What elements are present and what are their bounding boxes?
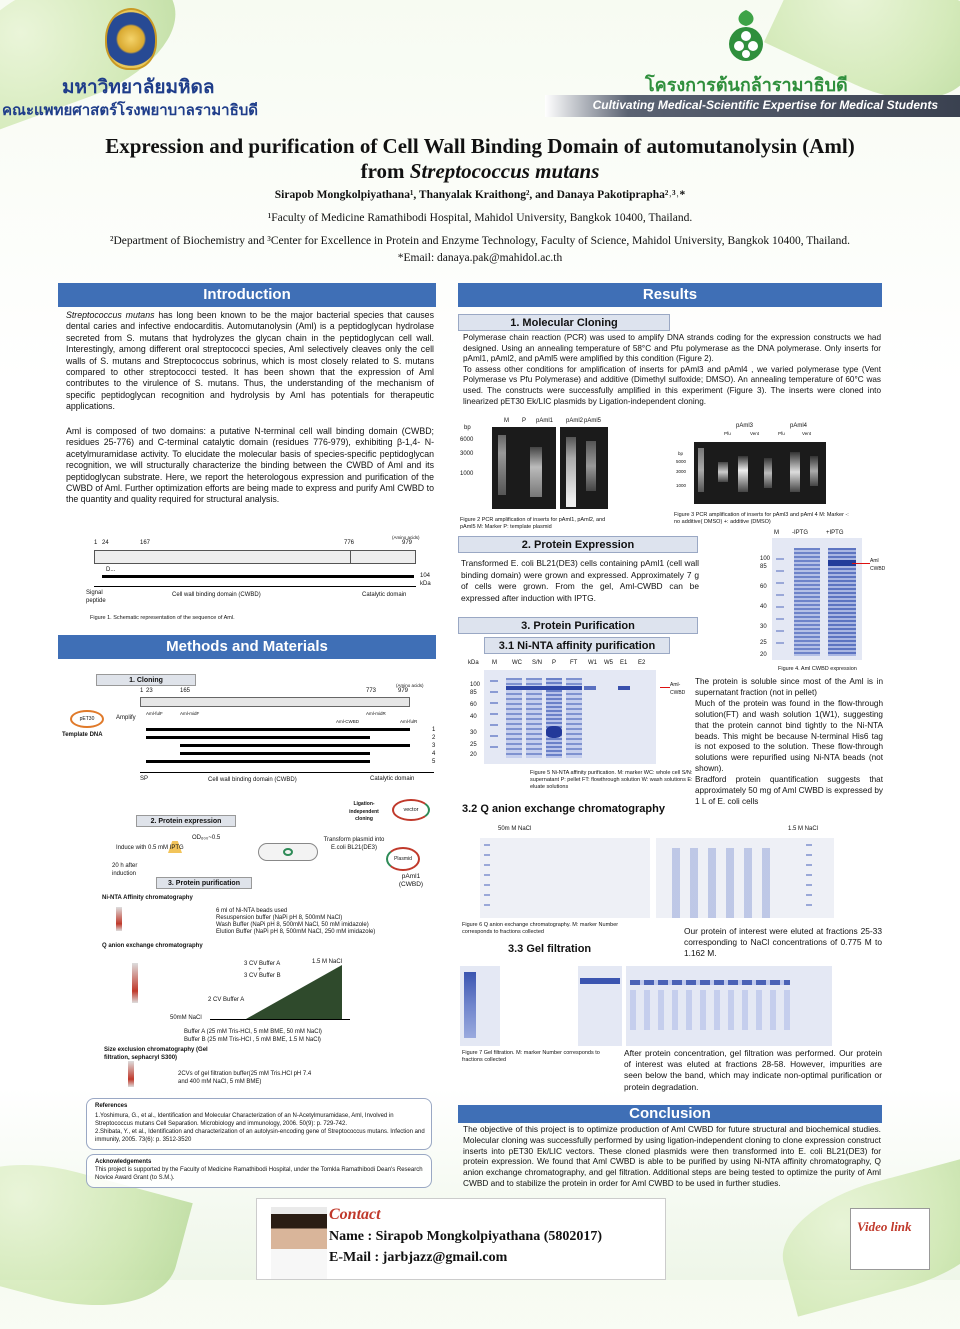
- fig4-kda-100: 100: [760, 556, 771, 562]
- purification-step-label: 3. Protein purification: [156, 877, 252, 889]
- template-dna-label: Template DNA: [62, 732, 103, 738]
- nta-results-text: The protein is soluble since most of the Aml is in supernatant fraction (not in pellet) Much of the protein was found in the flow-through solution(FT) and wash solution 1(W1), suggesting that the protein cannot bind tightly to the Ni-NTA beads. This might be because N-terminal His6 tag is not exposed to the solution. These flow-through solutions were repurified using Ni-NTA beads (not shown). Bradford protein quantification suggests that approximately 50 mg of Aml CWBD is expressed by 1 L of E. coli cells: [695, 677, 883, 806]
- construct-num-1: 1: [432, 727, 436, 733]
- nacl-15-label: 1.5 M NaCl: [312, 959, 343, 965]
- fig2-6000: 6000: [460, 437, 474, 443]
- fig3-bp: bp: [678, 451, 684, 456]
- domain-axis-line: [140, 772, 434, 773]
- construct-line-1: [146, 728, 410, 731]
- methods-cloning-diagram: [60, 670, 440, 790]
- fig5-lane-e2: E2: [638, 660, 646, 666]
- fig5-lane-ft: FT: [570, 660, 578, 666]
- fig4-arrow-line: [852, 563, 870, 564]
- cloning-gene-bar: [140, 697, 410, 707]
- fig5-kda-20: 20: [470, 752, 477, 758]
- fig2-gel-right: [560, 427, 608, 509]
- fig1-domain-divider: [350, 550, 351, 564]
- figure-1-schematic: [86, 536, 436, 626]
- fig1-d-label: D...: [106, 567, 116, 573]
- fig4-kda-30: 30: [760, 624, 767, 630]
- cloning-catalytic-label: Catalytic domain: [370, 776, 415, 782]
- plus-label: +: [258, 967, 262, 973]
- fig4-kda-85: 85: [760, 564, 767, 570]
- construct-num-2: 2: [432, 735, 436, 741]
- fig7-caption: Figure 7 Gel filtration. M: marker Number corresponds to fractions collected: [462, 1050, 600, 1063]
- project-name-th: โครงการต้นกล้ารามาธิบดี: [645, 75, 848, 95]
- poster-header: [0, 0, 960, 130]
- gel-filtration-title: 3.3 Gel filtration: [508, 943, 592, 955]
- primer-aml-midf: Aml-midF: [180, 711, 200, 716]
- molecular-cloning-text: Polymerase chain reaction (PCR) was used to amplify DNA strands coding for the expression constructs we had designed. Using an annealing temperature of 58°C and Pfu polymerase as the DNA polymerase. Only inserts for pAml1, pAml2, and pAml5 were amplified by this condition (Figure 2). To assess other conditions for amplification of inserts for pAml3 and pAml4 , we varied polymerase type (Vent Polymerase vs Pfu Polymerase) and additive (Dimethyl sulfoxide; DMSO). An annealing temperature of 60°C was used. The constructs were successfully amplified in this experiment (Figure 3). The inserts were cloned into linearized pET30 Ek/LIC plasmids by Ligation-independent cloning.: [463, 333, 881, 406]
- primer-aml-cwbd: Aml-CWBD: [336, 719, 359, 724]
- fig5-kda-30: 30: [470, 730, 477, 736]
- primer-aml-fulf: Aml-fulF: [146, 711, 163, 716]
- nta-column-icon: [116, 907, 122, 931]
- nta-buffer-2: Wash Buffer (NaPi pH 8, 500mM NaCl, 50 mM imidazole): [216, 922, 369, 928]
- protein-purification-title: 3. Protein Purification: [458, 617, 698, 634]
- fig4-lane-minus-iptg: -IPTG: [792, 530, 808, 536]
- fig2-lane-paml5: pAml5: [584, 418, 602, 424]
- fig3-pfu-2: Pfu: [778, 431, 785, 436]
- protein-expression-text: Transformed E. coli BL21(DE3) cells containing pAml1 (cell wall binding domain) were grown and expressed. Approximately 7 g of cells were grown. From the gel, Aml-CWBD can be expressed after induction with IPTG.: [461, 558, 699, 603]
- fig5-caption: Figure 5 Ni-NTA affinity purification. M: marker WC: whole cell S/N: supernatant P: pellet FT: flowthrough solution W: wash solutions E: eluate solutions: [530, 770, 693, 790]
- fig4-kda-40: 40: [760, 604, 767, 610]
- gel-filtration-text: After protein concentration, gel filtration was performed. Our protein of interest was eluted at fractions 28-58. However, impurities are seen below the band, which may indicate non-optimal purification or protein degradation.: [624, 1048, 882, 1092]
- construct-line-3: [180, 744, 410, 747]
- acknowledgements-box: [86, 1154, 432, 1188]
- fig1-tick-979: 979: [402, 540, 413, 546]
- references-box: [86, 1098, 432, 1150]
- qanion-label: Q anion exchange chromatography: [102, 943, 203, 949]
- cell-capsule-icon: [258, 843, 318, 861]
- fig5-lane-wc: WC: [512, 660, 522, 666]
- fig4-gel: [772, 538, 862, 660]
- fig6-gel-left: [480, 838, 650, 918]
- fig3-5000: 5000: [676, 459, 687, 464]
- fig1-catalytic-label: Catalytic domain: [362, 592, 407, 598]
- intro-paragraph-2: Aml is composed of two domains: a putative N-terminal cell wall binding domain (CWBD; residues 25-776) and C-terminal catalytic domain (residues 776-979), exhibiting β-1,4- N-acetylmuramidase activity. To elucidate the molecular basis of species-specific peptidoglycan recognition, we will structurally characterize the binding between the CWBD of Aml and its peptidoglycan substrate. Here, we report the heterologous expression and purification of the CWBD of Aml. Further optimization efforts are being made to express and purify Aml CWBD to the quantity and quality required for structural analysis.: [66, 426, 434, 505]
- contact-title: Contact: [329, 1206, 381, 1223]
- fig1-caption: Figure 1. Schematic representation of the sequence of Aml.: [90, 615, 235, 621]
- fig7-gel-right: [626, 966, 832, 1046]
- sec-buffer-label: 2CVs of gel filtration buffer(25 mM Tris.HCl pH 7.4 and 400 mM NaCl, 5 mM BME): [178, 1071, 312, 1085]
- fig3-vent-2: Vent: [802, 431, 812, 436]
- fig1-cwbd-label: Cell wall binding domain (CWBD): [172, 592, 261, 598]
- fig5-lane-m: M: [492, 660, 497, 666]
- qanion-column-icon: [132, 963, 138, 1003]
- fig3-paml4: pAml4: [790, 423, 808, 429]
- reference-2: 2.Shibata, Y., et al., Identification and characterization of an autolysin-encoding gene of Streptococcus mutans. Infection and immunity, 2005. 73(6): p. 3512-3520: [95, 1129, 425, 1143]
- qanion-results-text: Our protein of interest were eluted at fractions 25-33 corresponding to NaCl concentrations of 0.775 M to 1.162 M.: [684, 926, 882, 958]
- tagline-text: Cultivating Medical-Scientific Expertise for Medical Students: [592, 98, 938, 112]
- fig6-50mm-label: 50m M NaCl: [498, 826, 532, 832]
- fig3-pfu-1: Pfu: [724, 431, 731, 436]
- cv2a-label: 2 CV Buffer A: [208, 997, 245, 1003]
- fig4-lane-m: M: [774, 530, 779, 536]
- fig5-gel: [484, 670, 656, 764]
- methods-flow-diagram: [60, 795, 440, 1095]
- construct-line-5: [146, 760, 370, 763]
- fig2-caption: Figure 2 PCR amplification of inserts for pAml1, pAml2, and pAml5 M: Marker P: template plasmid: [460, 517, 606, 530]
- fig4-caption: Figure 4. Aml CWBD expression: [778, 666, 857, 672]
- construct-line-2: [146, 736, 370, 739]
- cloning-tick-23: 23: [146, 688, 153, 694]
- figure-5-nta-gel: [462, 658, 694, 790]
- title-line-1: Expression and purification of Cell Wall Binding Domain of automutanolysin (Aml): [105, 134, 855, 158]
- construct-num-3: 3: [432, 743, 436, 749]
- nta-label: Ni-NTA Affinity chromatography: [102, 895, 193, 901]
- cloning-tick-1: 1: [140, 688, 144, 694]
- figure-2-pcr-gel: [460, 415, 630, 533]
- fig5-arrow-label: Aml-CWBD: [670, 682, 686, 696]
- construct-num-5: 5: [432, 759, 436, 765]
- fig1-tick-24: 24: [102, 540, 109, 546]
- methods-title: Methods and Materials: [58, 635, 436, 659]
- fig5-lane-w5: W5: [604, 660, 613, 666]
- references-title: References: [95, 1103, 128, 1109]
- university-name-th: มหาวิทยาลัยมหิดล: [62, 77, 215, 98]
- email: *Email: danaya.pak@mahidol.ac.th: [397, 252, 563, 264]
- intro-paragraph-1: Streptococcus mutans has long been known to be the major bacterial species that causes dental caries and infective endocarditis. Automutanolysin (Aml) is a peptidoglycan hydrolase secreted from S. mutans that hydrolyzes the glycan chain in the peptidoglycan cell wall. Interestingly, among different oral streptococci species, Aml selectively cleaves only the cell walls of S. mutans and Streptococcus sobrinus, which is most closely related to S. mutans compared to other streptococci tested. It has been shown that the expression of Aml contributes to the virulence of S. mutans. Thus, the understanding of the mechanism of specific peptidoglycan recognition and hydrolysis by Aml has potentials for therapeutic applications.: [66, 310, 434, 412]
- gradient-baseline: [210, 1019, 350, 1020]
- fig5-kda: kDa: [468, 660, 479, 666]
- fig2-3000: 3000: [460, 451, 474, 457]
- fig1-amino-label: (Amino acids): [392, 535, 420, 540]
- cv3b-label: 3 CV Buffer B: [244, 973, 281, 979]
- fig1-tick-776: 776: [344, 540, 355, 546]
- cloning-cwbd-label: Cell wall binding domain (CWBD): [208, 777, 297, 783]
- fig1-tick-1: 1: [94, 540, 98, 546]
- fig2-lane-m: M: [504, 418, 509, 424]
- contact-name: Name : Sirapob Mongkolpiyathana (5802017): [329, 1229, 603, 1244]
- vector-label: vector: [403, 807, 419, 813]
- affiliation-2: ²Department of Biochemistry and ³Center for Excellence in Protein and Enzyme Technology, Faculty of Science, Mahidol University, Bangkok 10400, Thailand.: [110, 235, 850, 247]
- results-title: Results: [458, 283, 882, 307]
- fig5-lane-e1: E1: [620, 660, 628, 666]
- title-species: Streptococcus mutans: [409, 159, 600, 183]
- tonkla-logo: [722, 6, 770, 66]
- poster-title: [0, 134, 960, 184]
- nta-buffer-1: Resuspension buffer (NaPi pH 8, 500mM NaCl): [216, 915, 343, 921]
- cv3a-label: 3 CV Buffer A: [244, 961, 281, 967]
- cloning-amino-label: (Amino acids): [396, 683, 424, 688]
- fig1-construct-line: [102, 575, 414, 578]
- fig5-kda-60: 60: [470, 702, 477, 708]
- figure-7-gel-filtration: [460, 960, 870, 1048]
- cloning-tick-979: 979: [398, 688, 409, 694]
- sec-label: Size exclusion chromatography (Gel filtration, sephacryl S300): [104, 1047, 208, 1061]
- fig4-lane-plus-iptg: +IPTG: [826, 530, 844, 536]
- tagline-banner: [545, 95, 960, 117]
- video-link-label[interactable]: Video link: [857, 1219, 912, 1234]
- acknowledgements-title: Acknowledgements: [95, 1159, 152, 1165]
- fig1-tick-167: 167: [140, 540, 151, 546]
- nta-buffer-0: 6 ml of Ni-NTA beads used: [216, 908, 288, 914]
- construct-num-4: 4: [432, 751, 436, 757]
- nta-buffer-3: Elution Buffer (NaPi pH 8, 500mM NaCl, 250 mM imidazole): [216, 929, 376, 935]
- fig2-bp: bp: [464, 425, 471, 431]
- authors: Sirapob Mongkolpiyathana¹, Thanyalak Kraithong², and Danaya Pakotiprapha²˒³˒*: [274, 189, 686, 201]
- acknowledgements-text: This project is supported by the Faculty of Medicine Ramathibodi Hospital, under the Tomkla Ramathibodi Dean's Research Novice Award Grant (to S.M.).: [95, 1167, 423, 1181]
- fig3-1000: 1000: [676, 483, 687, 488]
- fig3-vent-1: Vent: [750, 431, 760, 436]
- primer-aml-fulr: Aml-fulR: [400, 719, 418, 724]
- figure-6-qanion-gel: [460, 822, 860, 922]
- intro-title: Introduction: [58, 283, 436, 307]
- expression-step-label: 2. Protein expression: [136, 815, 236, 827]
- fig5-kda-40: 40: [470, 714, 477, 720]
- fig2-lane-paml2: pAml2: [566, 418, 584, 424]
- cloning-tick-773: 773: [366, 688, 377, 694]
- qanion-title: 3.2 Q anion exchange chromatography: [462, 803, 665, 815]
- amplify-label: Amplify: [116, 715, 136, 721]
- fig2-lane-paml1: pAml1: [536, 418, 554, 424]
- nacl-50-label: 50mM NaCl: [170, 1015, 202, 1021]
- title-line-2: from Streptococcus mutans: [360, 159, 600, 183]
- fig5-kda-85: 85: [470, 690, 477, 696]
- cloning-tick-165: 165: [180, 688, 191, 694]
- fig4-kda-20: 20: [760, 652, 767, 658]
- molecular-cloning-title: 1. Molecular Cloning: [458, 314, 670, 331]
- fig2-gel-left: [492, 427, 556, 509]
- fig6-gel-right: [656, 838, 834, 918]
- mahidol-seal-logo: [105, 8, 157, 70]
- fig2-1000: 1000: [460, 471, 474, 477]
- fig1-signal-label: Signal peptide: [86, 590, 106, 604]
- figure-3-pcr-gel: [674, 420, 854, 530]
- fig1-domain-line: [94, 586, 416, 587]
- fig3-caption: Figure 3 PCR amplification of inserts for pAml3 and pAml 4 M: Marker -: no additive( DMSO) +: additive (DMSO): [674, 512, 849, 525]
- figure-4-expression-gel: [760, 528, 910, 676]
- pet30-label: pET30: [79, 716, 95, 722]
- sec-column-icon: [128, 1061, 134, 1087]
- contact-email: E-Mail : jarbjazz@gmail.com: [329, 1250, 508, 1265]
- buffer-a-label: Buffer A (25 mM Tris-HCl, 5 mM BME, 50 mM NaCl): [184, 1029, 322, 1035]
- fig5-kda-25: 25: [470, 742, 477, 748]
- primer-aml-midr: Aml-midR: [366, 711, 386, 716]
- fig1-size-label: 104 kDa: [420, 573, 431, 587]
- paml1-label: pAml1 (CWBD): [398, 873, 424, 888]
- fig7-gel-mid: [578, 966, 622, 1046]
- fig5-lane-w1: W1: [588, 660, 597, 666]
- fig5-kda-100: 100: [470, 682, 481, 688]
- conclusion-text: The objective of this project is to optimize production of Aml CWBD for future structural and biochemical studies. Molecular cloning was successfully performed by using ligation-independent cloning to clone expression construct inserts into pET30 Ek/LIC vectors. These cloned plasmids were then transformed into E. coli BL21(DE3) for protein expression. We found that Aml CWBD is able to be purified by using Ni-NTA affinity chromatography, Q anion exchange chromatography, and gel filtration. Additional steps are being tested to optimize the purity of Aml CWBD and to stabilize the protein in order for Aml CWBD to be used in further studies.: [463, 1124, 881, 1188]
- fig5-lane-sn: S/N: [532, 660, 543, 666]
- twenty-hour-label: 20 h after induction: [112, 863, 138, 877]
- author-photo: [271, 1207, 327, 1279]
- affiliation-1: ¹Faculty of Medicine Ramathibodi Hospital, Mahidol University, Bangkok 10400, Thailand.: [267, 212, 693, 224]
- transform-label: Transform plasmid into E.coli BL21(DE3): [323, 837, 385, 851]
- construct-line-4: [180, 752, 370, 755]
- protein-expression-title: 2. Protein Expression: [458, 536, 698, 553]
- fig7-gel-left: [460, 966, 500, 1046]
- induce-label: Induce with 0.5 mM IPTG: [116, 845, 184, 851]
- fig3-paml3: pAml3: [736, 423, 754, 429]
- fig6-15m-label: 1.5 M NaCl: [788, 826, 819, 832]
- fig3-3000: 3000: [676, 469, 687, 474]
- ligation-label: Ligation-independent cloning: [349, 801, 379, 822]
- nta-purification-title: 3.1 Ni-NTA affinity purification: [484, 637, 670, 654]
- fig2-lane-p: P: [522, 418, 527, 424]
- video-link-box[interactable]: [850, 1208, 930, 1270]
- fig3-gel: [694, 442, 826, 504]
- fig4-kda-25: 25: [760, 640, 767, 646]
- fig5-lane-p: P: [552, 660, 557, 666]
- contact-box: [256, 1198, 666, 1280]
- fig4-kda-60: 60: [760, 584, 767, 590]
- plasmid-icon: [386, 847, 420, 871]
- plasmid-label: Plasmid: [394, 856, 412, 862]
- cloning-step-label: 1. Cloning: [96, 674, 196, 686]
- od-label: OD₆₀₀~0.5: [192, 835, 221, 841]
- fig5-arrow-line: [660, 687, 670, 688]
- pet30-plasmid-icon: [70, 710, 104, 728]
- buffer-b-label: Buffer B (25 mM Tris-HCl , 5 mM BME, 1.5 M NaCl): [184, 1037, 321, 1043]
- fig4-aml-cwbd-label: Aml CWBD: [870, 558, 886, 572]
- faculty-name-th: คณะแพทยศาสตร์โรงพยาบาลรามาธิบดี: [2, 102, 259, 119]
- fig1-protein-bar: [94, 550, 416, 564]
- conclusion-title: Conclusion: [458, 1105, 882, 1123]
- fig6-caption: Figure 6 Q anion exchange chromatography. M: marker Number corresponds to fractions collected: [462, 922, 619, 935]
- vector-icon: [392, 799, 430, 821]
- sp-label: SP: [140, 776, 149, 782]
- reference-1: 1.Yoshimura, G., et al., Identification and Molecular Characterization of an N-Acetylmuramidase, Aml, Involved in Streptococcus mutans Cell Separation. Microbiology and immunology, 2006. 50(9): p. 729-742.: [95, 1113, 394, 1127]
